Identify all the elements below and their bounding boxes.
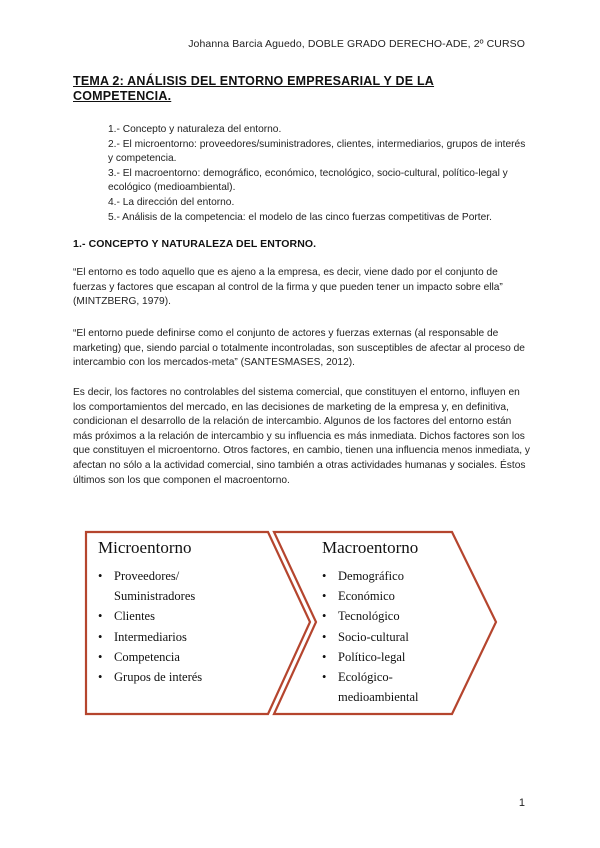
toc-item: 3.- El macroentorno: demográfico, económico, tecnológico, socio-cultural, político-legal y ecológico (medioambiental).: [108, 167, 508, 194]
quote-santesmases: “El entorno puede definirse como el conjunto de actores y fuerzas externas (al responsable de marketing) que, siendo parcial o totalmente incontroladas, son susceptibles de afectar al proceso de intercambio con los mercados-meta” (SANTESMASES, 2012).: [73, 328, 525, 369]
list-item: • Tecnológico: [322, 606, 492, 626]
bullet-icon: •: [322, 649, 327, 664]
list-item: • Proveedores/ Suministradores: [98, 566, 268, 606]
section-heading: 1.- CONCEPTO Y NATURALEZA DEL ENTORNO.: [73, 238, 317, 250]
list-item: • Político-legal: [322, 647, 492, 667]
bullet-icon: •: [322, 589, 327, 604]
quote-mintzberg: “El entorno es todo aquello que es ajeno a la empresa, es decir, viene dado por el conjunto de fuerzas y factores que escapan al control de la firma y que pueden tener un impacto sobre ella” (MINTZBERG, 1979).: [73, 267, 503, 308]
list-item: • Competencia: [98, 647, 268, 667]
bullet-icon: •: [322, 670, 327, 685]
toc-item: 5.- Análisis de la competencia: el modelo de las cinco fuerzas competitivas de Porter.: [108, 211, 492, 223]
page-header: Johanna Barcia Aguedo, DOBLE GRADO DERECHO-ADE, 2º CURSO: [188, 38, 525, 50]
toc-item: 2.- El microentorno: proveedores/suministradores, clientes, intermediarios, grupos de interés y competencia.: [108, 138, 526, 165]
list-item: • Socio-cultural: [322, 627, 492, 647]
microentorno-list: [98, 566, 268, 687]
explanation-paragraph: Es decir, los factores no controlables del sistema comercial, que constituyen el entorno, influyen en los comportamientos del mercado, en las decisiones de marketing de la empresa y, en definitiva, condicionan el desarrollo de la relación de intercambio. Algunos de los factores del entorno están más próximos a la relación de intercambio y su influencia es más inmediata. Dichos factores son los que constituyen el microentorno. Otros factores, en cambio, tienen una influencia menos inmediata, y afectan no sólo a la actividad comercial, sino también a otras actividades humanas y sociales. Éstos últimos son los que componen el macroentorno.: [73, 387, 530, 486]
list-item: • Económico: [322, 586, 492, 606]
microentorno-column: [98, 538, 268, 687]
bullet-icon: •: [98, 609, 103, 624]
bullet-icon: •: [322, 569, 327, 583]
bullet-icon: •: [322, 609, 327, 624]
bullet-icon: •: [98, 629, 103, 644]
list-item: • Demográfico: [322, 566, 492, 586]
list-item: • Intermediarios: [98, 627, 268, 647]
table-of-contents: [108, 123, 533, 225]
toc-item: 1.- Concepto y naturaleza del entorno.: [108, 124, 282, 135]
document-title: TEMA 2: ANÁLISIS DEL ENTORNO EMPRESARIAL Y DE LA COMPETENCIA.: [73, 74, 435, 103]
bullet-icon: •: [322, 629, 327, 644]
bullet-icon: •: [98, 569, 103, 583]
toc-item: 4.- La dirección del entorno.: [108, 196, 235, 208]
macroentorno-title: Macroentorno: [322, 538, 419, 557]
microentorno-title: Microentorno: [98, 538, 192, 557]
bullet-icon: •: [98, 670, 103, 685]
list-item: • Clientes: [98, 606, 268, 626]
bullet-icon: •: [98, 649, 103, 664]
macroentorno-list: [322, 566, 492, 707]
macroentorno-column: [322, 538, 492, 707]
list-item: • Ecológico- medioambiental: [322, 667, 492, 707]
list-item: • Grupos de interés: [98, 667, 268, 687]
page-number: 1: [518, 797, 525, 809]
entorno-diagram: [84, 528, 514, 728]
